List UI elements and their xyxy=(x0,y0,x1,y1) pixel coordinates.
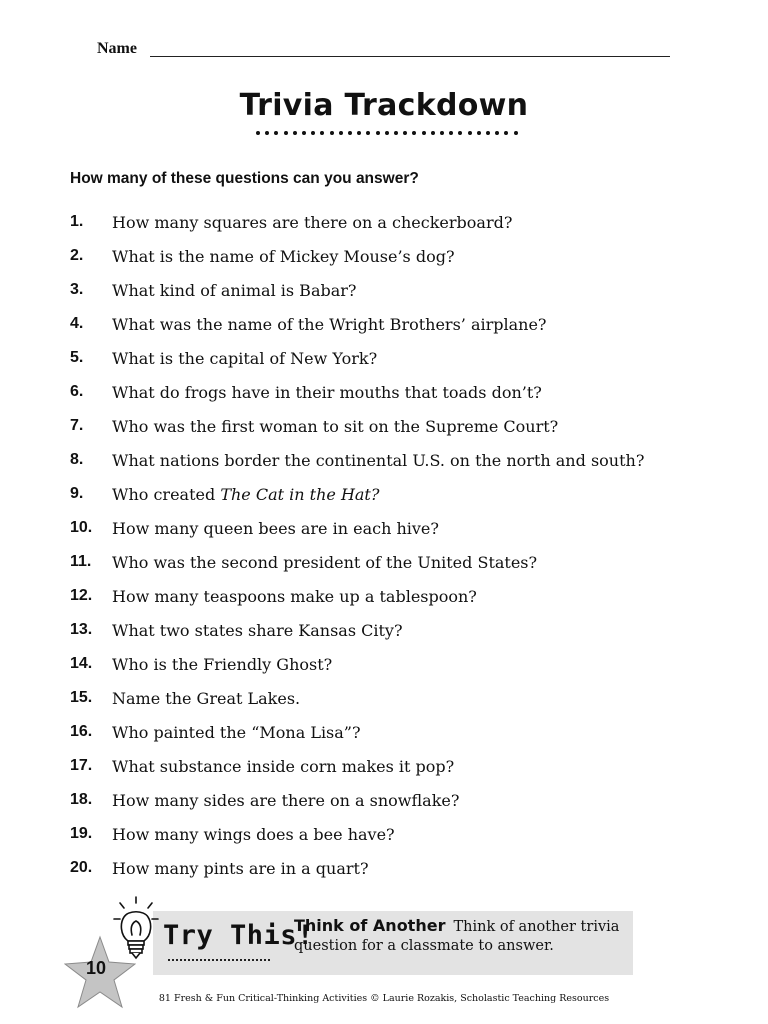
question-text xyxy=(112,451,644,470)
question-number: 19. xyxy=(70,825,93,842)
question-text xyxy=(112,213,512,232)
question-item xyxy=(70,341,644,375)
question-number: 3. xyxy=(70,281,84,298)
question-number: 18. xyxy=(70,791,93,808)
title-dotted-underline xyxy=(256,126,518,140)
title-dot xyxy=(293,131,297,135)
try-this-underline xyxy=(168,955,270,961)
question-text-main: What nations border the continental U.S. on the north and south? xyxy=(112,450,645,470)
question-number: 11. xyxy=(70,553,92,570)
question-item xyxy=(70,205,644,239)
think-of-another-text: Think of another trivia question for a classmate to answer. xyxy=(294,919,620,954)
question-text xyxy=(112,587,477,606)
question-text-main: What two states share Kansas City? xyxy=(112,620,403,640)
question-text-main: What do frogs have in their mouths that toads don’t? xyxy=(112,382,542,402)
question-item xyxy=(70,375,644,409)
question-item xyxy=(70,613,644,647)
question-item xyxy=(70,443,644,477)
title-dot xyxy=(339,131,343,135)
question-number: 14. xyxy=(70,655,93,672)
question-number: 1. xyxy=(70,213,84,230)
title-dot xyxy=(330,131,334,135)
title-dot xyxy=(366,131,370,135)
question-text xyxy=(112,689,300,708)
question-item xyxy=(70,477,644,511)
page-number: 10 xyxy=(85,958,107,978)
question-text xyxy=(112,757,454,776)
title-dot xyxy=(468,131,472,135)
question-number: 15. xyxy=(70,689,93,706)
question-item xyxy=(70,307,644,341)
title-dot xyxy=(422,131,426,135)
title-dot xyxy=(412,131,416,135)
question-text-main: Who painted the “Mona Lisa”? xyxy=(112,722,361,742)
question-number: 7. xyxy=(70,417,84,434)
footer-credit: 81 Fresh & Fun Critical-Thinking Activities © Laurie Rozakis, Scholastic Teaching Resources xyxy=(158,993,610,1004)
title-dot xyxy=(284,131,288,135)
title-dot xyxy=(357,131,361,135)
think-of-another-heading: Think of Another xyxy=(294,916,446,935)
question-item xyxy=(70,749,644,783)
question-item xyxy=(70,273,644,307)
question-text xyxy=(112,519,439,538)
question-text xyxy=(112,621,403,640)
question-text xyxy=(112,349,377,368)
question-text xyxy=(112,417,558,436)
title-dot xyxy=(385,131,389,135)
question-number: 13. xyxy=(70,621,93,638)
question-text-main: What kind of animal is Babar? xyxy=(112,280,357,300)
title-dot xyxy=(274,131,278,135)
question-number: 9. xyxy=(70,485,84,502)
question-text-main: What is the name of Mickey Mouse’s dog? xyxy=(112,246,455,266)
question-number: 16. xyxy=(70,723,93,740)
question-number: 10. xyxy=(70,519,93,536)
question-text-main: Who created xyxy=(112,484,221,504)
title-dot xyxy=(486,131,490,135)
question-text xyxy=(112,383,542,402)
title-dot xyxy=(376,131,380,135)
question-text-main: How many teaspoons make up a tablespoon? xyxy=(112,586,477,606)
question-item xyxy=(70,783,644,817)
title-dot xyxy=(431,131,435,135)
question-item xyxy=(70,239,644,273)
question-text-main: How many sides are there on a snowflake? xyxy=(112,790,460,810)
title-dot xyxy=(311,131,315,135)
question-text-main: Who was the first woman to sit on the Supreme Court? xyxy=(112,416,559,436)
question-item xyxy=(70,511,644,545)
question-number: 8. xyxy=(70,451,84,468)
title-dot xyxy=(514,131,518,135)
question-text xyxy=(112,859,369,878)
title-dot xyxy=(477,131,481,135)
question-number: 12. xyxy=(70,587,93,604)
title-dot xyxy=(320,131,324,135)
question-number: 6. xyxy=(70,383,84,400)
question-text-main: How many pints are in a quart? xyxy=(112,858,369,878)
page-title: Trivia Trackdown xyxy=(239,88,529,123)
title-dot xyxy=(440,131,444,135)
question-text xyxy=(112,655,332,674)
question-text-main: What substance inside corn makes it pop? xyxy=(112,756,455,776)
try-this-label: Try This! xyxy=(163,920,314,951)
title-dot xyxy=(403,131,407,135)
name-rule xyxy=(150,56,670,57)
question-item xyxy=(70,851,644,885)
title-dot xyxy=(302,131,306,135)
question-item xyxy=(70,715,644,749)
question-text-main: How many squares are there on a checkerboard? xyxy=(112,212,513,232)
question-item xyxy=(70,545,644,579)
question-number: 20. xyxy=(70,859,93,876)
question-number: 5. xyxy=(70,349,84,366)
title-dot xyxy=(348,131,352,135)
question-text xyxy=(112,315,547,334)
intro-text: How many of these questions can you answer? xyxy=(70,170,419,187)
title-dot xyxy=(394,131,398,135)
question-text xyxy=(112,281,356,300)
question-text xyxy=(112,553,537,572)
title-dot xyxy=(458,131,462,135)
question-text xyxy=(112,825,395,844)
question-text xyxy=(112,791,459,810)
question-item xyxy=(70,409,644,443)
title-dot xyxy=(256,131,260,135)
question-item xyxy=(70,579,644,613)
title-dot xyxy=(504,131,508,135)
question-number: 2. xyxy=(70,247,84,264)
question-item xyxy=(70,647,644,681)
question-text xyxy=(112,247,455,266)
title-dot xyxy=(449,131,453,135)
question-text-main: Name the Great Lakes. xyxy=(112,688,301,708)
question-text xyxy=(112,723,361,742)
title-dot xyxy=(265,131,269,135)
question-text-main: Who was the second president of the United States? xyxy=(112,552,538,572)
question-text-main: Who is the Friendly Ghost? xyxy=(112,654,333,674)
question-text-main: How many wings does a bee have? xyxy=(112,824,395,844)
question-number: 4. xyxy=(70,315,84,332)
question-text-main: What is the capital of New York? xyxy=(112,348,378,368)
question-book-title: The Cat in the Hat? xyxy=(220,484,380,504)
title-dot xyxy=(495,131,499,135)
question-item xyxy=(70,817,644,851)
think-of-another-block xyxy=(294,916,624,956)
name-label: Name xyxy=(97,40,137,57)
question-list xyxy=(70,205,644,885)
question-item xyxy=(70,681,644,715)
question-text-main: What was the name of the Wright Brothers’ airplane? xyxy=(112,314,547,334)
question-text xyxy=(112,485,379,504)
question-text-main: How many queen bees are in each hive? xyxy=(112,518,439,538)
question-number: 17. xyxy=(70,757,93,774)
